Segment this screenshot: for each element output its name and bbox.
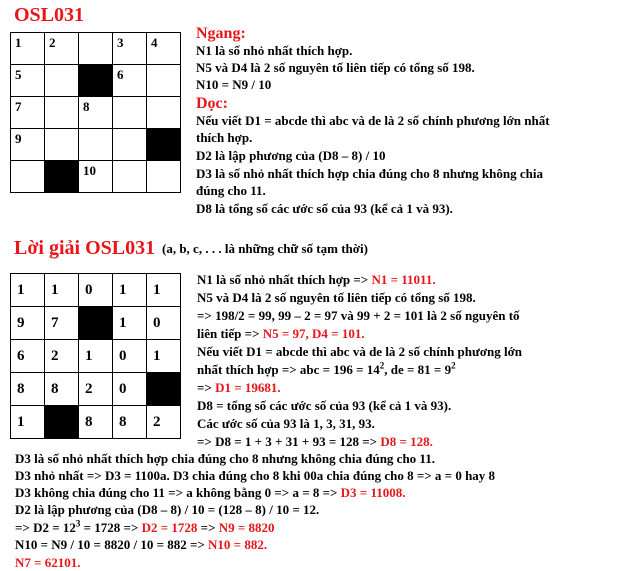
grid-cell-value: 2: [153, 413, 161, 430]
grid-cell: [79, 340, 113, 373]
grid-cell-value: 9: [15, 131, 22, 146]
across-clue: N10 = N9 / 10: [196, 77, 272, 92]
down-clue: D8 là tổng số các ước số của 93 (kể cả 1 và 93).: [196, 201, 453, 216]
down-clue: D2 là lập phương của (D8 – 8) / 10: [196, 148, 386, 163]
grid-row: [11, 340, 181, 373]
grid-cell-value: [11, 161, 44, 164]
grid-cell-value: 6: [117, 67, 124, 82]
line-text: Nếu viết D1 = abcde thì abc và de là 2 số chính phương lớn: [197, 344, 523, 359]
solution-line: [197, 326, 365, 342]
grid-cell: [113, 274, 147, 307]
grid-cell-value: 8: [119, 413, 127, 430]
grid-cell: [11, 33, 45, 65]
grid-cell-value: 7: [15, 99, 22, 114]
grid-cell: [113, 65, 147, 97]
grid-cell-value: 8: [83, 99, 90, 114]
grid-cell: [11, 406, 45, 439]
grid-cell-value: 2: [51, 347, 59, 364]
grid-cell-black: [45, 406, 79, 439]
grid-cell-value: 0: [85, 281, 93, 298]
across-clue: N5 và D4 là 2 số nguyên tố liên tiếp có tổng số 198.: [196, 60, 475, 75]
grid-cell-black: [79, 65, 113, 97]
line-text: D3 là số nhỏ nhất thích hợp chia đúng cho 8 nhưng không chia đúng cho 11.: [15, 451, 435, 466]
line-text: N10 = N9 / 10 = 8820 / 10 = 882 =>: [15, 537, 209, 552]
line-text: Các ước số của 93 là 1, 3, 31, 93.: [197, 416, 375, 431]
grid-cell: [11, 274, 45, 307]
grid-cell-value: 1: [119, 314, 127, 331]
grid-row: [11, 406, 181, 439]
grid-cell: [113, 307, 147, 340]
grid-cell-value: 8: [17, 380, 25, 397]
grid-cell-value: 1: [17, 413, 25, 430]
grid-cell-black: [79, 307, 113, 340]
solution-line: [15, 502, 319, 518]
grid-cell-value: [113, 161, 146, 164]
grid-cell: [45, 274, 79, 307]
grid-cell: [45, 340, 79, 373]
grid-cell: [113, 406, 147, 439]
grid-cell-value: 8: [51, 380, 59, 397]
solution-line: [15, 485, 406, 501]
grid-cell-value: 3: [117, 35, 124, 50]
puzzle-title: OSL031: [14, 4, 85, 26]
answer-highlight: D1 = 19681.: [215, 380, 281, 395]
grid-cell-value: 1: [153, 281, 161, 298]
exponent: 3: [75, 518, 81, 529]
grid-cell: [79, 406, 113, 439]
grid-cell-value: 1: [17, 281, 25, 298]
down-heading: Dọc:: [196, 95, 228, 112]
grid-cell-value: 0: [119, 380, 127, 397]
down-clue: D3 là số nhỏ nhất thích hợp chia đúng cho 8 nhưng không chia: [196, 166, 543, 181]
solution-line: [197, 380, 281, 396]
solution-subtitle: (a, b, c, . . . là những chữ số tạm thời): [162, 241, 368, 256]
solution-line: [15, 468, 495, 484]
line-text: => 198/2 = 99, 99 – 2 = 97 và 99 + 2 = 101 là 2 số nguyên tố: [197, 308, 520, 323]
grid-cell-value: 9: [17, 314, 25, 331]
grid-cell-value: [79, 129, 112, 132]
grid-cell-value: 4: [151, 35, 158, 50]
grid-cell: [11, 129, 45, 161]
across-heading: Ngang:: [196, 25, 246, 42]
grid-cell: [113, 161, 147, 193]
grid-cell: [11, 65, 45, 97]
solution-grid: [10, 273, 181, 439]
answer-highlight: N1 = 11011.: [371, 272, 436, 287]
grid-cell: [113, 340, 147, 373]
grid-cell: [147, 307, 181, 340]
grid-cell-value: [147, 161, 180, 164]
grid-cell-value: 7: [51, 314, 59, 331]
grid-cell-value: 2: [85, 380, 93, 397]
solution-line: [197, 344, 522, 360]
line-text: , de = 81 = 9: [384, 362, 452, 377]
answer-highlight: N10 = 882.: [208, 537, 268, 552]
line-text: =>: [197, 520, 219, 535]
grid-cell: [79, 161, 113, 193]
grid-cell-black: [45, 161, 79, 193]
grid-cell-value: 8: [85, 413, 93, 430]
solution-line: [15, 555, 81, 571]
grid-row: [11, 97, 181, 129]
grid-cell: [147, 161, 181, 193]
answer-highlight: D2 = 1728: [141, 520, 198, 535]
grid-cell-value: [45, 129, 78, 132]
solution-line: [15, 537, 267, 553]
down-clue: Nếu viết D1 = abcde thì abc và de là 2 số chính phương lớn nhất: [196, 113, 550, 128]
grid-cell-value: [113, 129, 146, 132]
grid-cell: [147, 97, 181, 129]
grid-row: [11, 307, 181, 340]
line-text: D2 là lập phương của (D8 – 8) / 10 = (128 – 8) / 10 = 12.: [15, 502, 320, 517]
down-clue: thích hợp.: [196, 130, 253, 145]
grid-cell: [113, 373, 147, 406]
grid-cell-value: [45, 65, 78, 68]
grid-cell: [79, 373, 113, 406]
grid-cell: [45, 65, 79, 97]
grid-cell: [79, 274, 113, 307]
grid-cell: [11, 97, 45, 129]
answer-highlight: D8 = 128.: [380, 434, 433, 449]
grid-cell: [147, 65, 181, 97]
line-text: D3 không chia đúng cho 11 => a không bằng 0 => a = 8 =>: [15, 485, 341, 500]
grid-cell: [45, 373, 79, 406]
grid-cell: [45, 129, 79, 161]
grid-cell-value: 10: [83, 163, 96, 178]
grid-cell: [79, 129, 113, 161]
grid-row: [11, 373, 181, 406]
exponent: 2: [379, 360, 385, 371]
grid-cell-value: [113, 97, 146, 100]
line-text: N1 là số nhỏ nhất thích hợp =>: [197, 272, 372, 287]
grid-cell-value: [147, 97, 180, 100]
grid-cell-value: 1: [153, 347, 161, 364]
grid-cell-value: [45, 97, 78, 100]
solution-line: [197, 362, 456, 378]
grid-cell-value: 2: [49, 35, 56, 50]
grid-cell: [11, 307, 45, 340]
line-text: liên tiếp =>: [197, 326, 263, 341]
solution-line: [197, 434, 433, 450]
line-text: = 1728 =>: [80, 520, 142, 535]
solution-line: [197, 272, 436, 288]
grid-row: [11, 274, 181, 307]
grid-cell-value: 1: [15, 35, 22, 50]
line-text: nhất thích hợp => abc = 196 = 14: [197, 362, 380, 377]
solution-title: Lời giải OSL031: [14, 237, 156, 259]
line-text: D8 = tổng số các ước số của 93 (kể cả 1 và 93).: [197, 398, 452, 413]
grid-cell: [147, 274, 181, 307]
solution-line: [197, 308, 520, 324]
down-clue: đúng cho 11.: [196, 183, 266, 198]
grid-cell-value: 0: [119, 347, 127, 364]
grid-cell: [113, 97, 147, 129]
grid-cell: [11, 373, 45, 406]
line-text: => D2 = 12: [15, 520, 76, 535]
grid-cell-value: 1: [119, 281, 127, 298]
answer-highlight: N7 = 62101.: [15, 555, 81, 570]
grid-row: [11, 129, 181, 161]
grid-cell: [113, 33, 147, 65]
grid-cell: [11, 340, 45, 373]
grid-cell: [79, 97, 113, 129]
grid-cell-value: 1: [51, 281, 59, 298]
grid-cell-black: [147, 129, 181, 161]
grid-cell-black: [147, 373, 181, 406]
across-clue: N1 là số nhỏ nhất thích hợp.: [196, 43, 353, 58]
solution-line: [15, 451, 435, 467]
grid-cell-value: [79, 33, 112, 36]
grid-cell-value: [147, 65, 180, 68]
puzzle-grid: [10, 32, 181, 193]
grid-row: [11, 33, 181, 65]
answer-highlight: D3 = 11008.: [340, 485, 406, 500]
grid-row: [11, 65, 181, 97]
grid-cell: [79, 33, 113, 65]
grid-cell: [147, 33, 181, 65]
grid-cell-value: 0: [153, 314, 161, 331]
grid-cell-value: 5: [15, 67, 22, 82]
grid-cell: [147, 406, 181, 439]
answer-highlight: N9 = 8820: [218, 520, 275, 535]
grid-cell-value: 1: [85, 347, 93, 364]
solution-line: [197, 416, 375, 432]
grid-cell: [11, 161, 45, 193]
solution-line: [197, 290, 476, 306]
line-text: => D8 = 1 + 3 + 31 + 93 = 128 =>: [197, 434, 381, 449]
solution-line: [15, 520, 275, 536]
grid-cell: [45, 307, 79, 340]
grid-cell: [147, 340, 181, 373]
exponent: 2: [451, 360, 456, 371]
solution-line: [197, 398, 451, 414]
answer-highlight: N5 = 97, D4 = 101.: [262, 326, 365, 341]
line-text: =>: [197, 380, 216, 395]
grid-cell: [45, 33, 79, 65]
grid-cell: [45, 97, 79, 129]
line-text: D3 nhỏ nhất => D3 = 1100a. D3 chia đúng cho 8 khi 00a chia đúng cho 8 => a = 0 hay 8: [15, 468, 496, 483]
line-text: N5 và D4 là 2 số nguyên tố liên tiếp có tổng số 198.: [197, 290, 476, 305]
grid-row: [11, 161, 181, 193]
grid-cell: [113, 129, 147, 161]
grid-cell-value: 6: [17, 347, 25, 364]
